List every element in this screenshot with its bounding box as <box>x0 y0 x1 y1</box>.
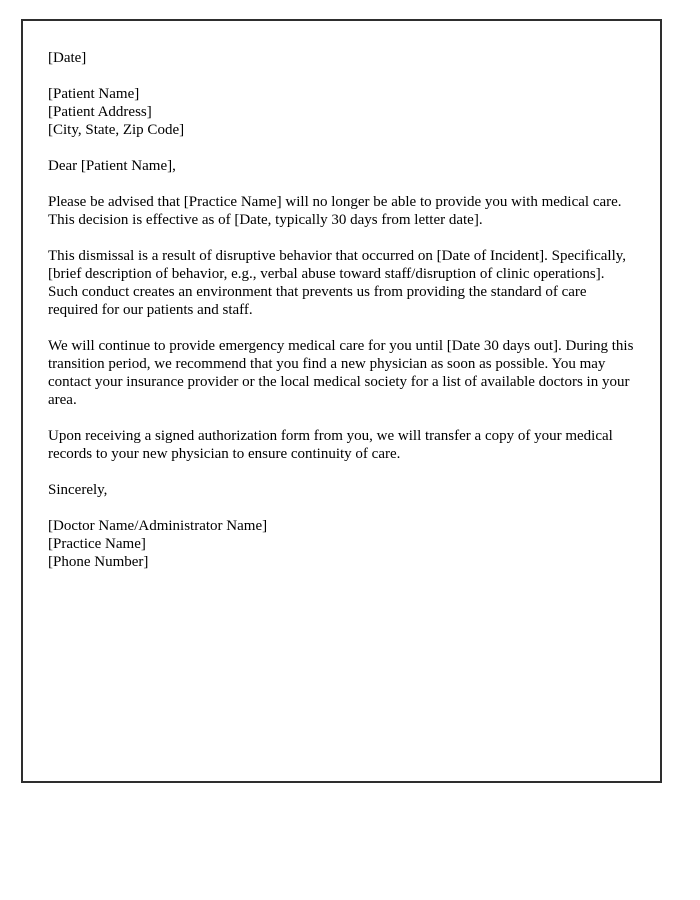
signature-phone-number-line: [Phone Number] <box>48 554 149 570</box>
recipient-address-line: [Patient Address] <box>48 104 152 120</box>
paragraph-dismissal-notice: Please be advised that [Practice Name] will no longer be able to provide you with medical care. This decision is effective as of [Date, typically 30 days from letter date]. <box>48 194 622 228</box>
recipient-city-state-zip-line: [City, State, Zip Code] <box>48 122 185 138</box>
signature-block <box>48 517 636 571</box>
signature-practice-name-line: [Practice Name] <box>48 536 146 552</box>
paragraph-records-transfer: Upon receiving a signed authorization form from you, we will transfer a copy of your medical records to your new physician to ensure continuity of care. <box>48 428 613 462</box>
salutation: Dear [Patient Name], <box>48 158 176 174</box>
signature-doctor-name-line: [Doctor Name/Administrator Name] <box>48 518 268 534</box>
letter-frame <box>21 19 662 783</box>
paragraph-dismissal-reason: This dismissal is a result of disruptive behavior that occurred on [Date of Incident]. Specifically, [brief description of behavior, e.g., verbal abuse toward staff/disruption of clinic operations]. Such conduct creates an environment that prevents us from providing the standard of care required for our patients and staff. <box>48 248 627 318</box>
paragraph-transition-care: We will continue to provide emergency medical care for you until [Date 30 days out]. During this transition period, we recommend that you find a new physician as soon as possible. You may contact your insurance provider or the local medical society for a list of available doctors in your area. <box>48 338 634 408</box>
letter-date: [Date] <box>48 50 87 66</box>
closing: Sincerely, <box>48 482 108 498</box>
recipient-address-block <box>48 85 636 139</box>
recipient-name-line: [Patient Name] <box>48 86 140 102</box>
